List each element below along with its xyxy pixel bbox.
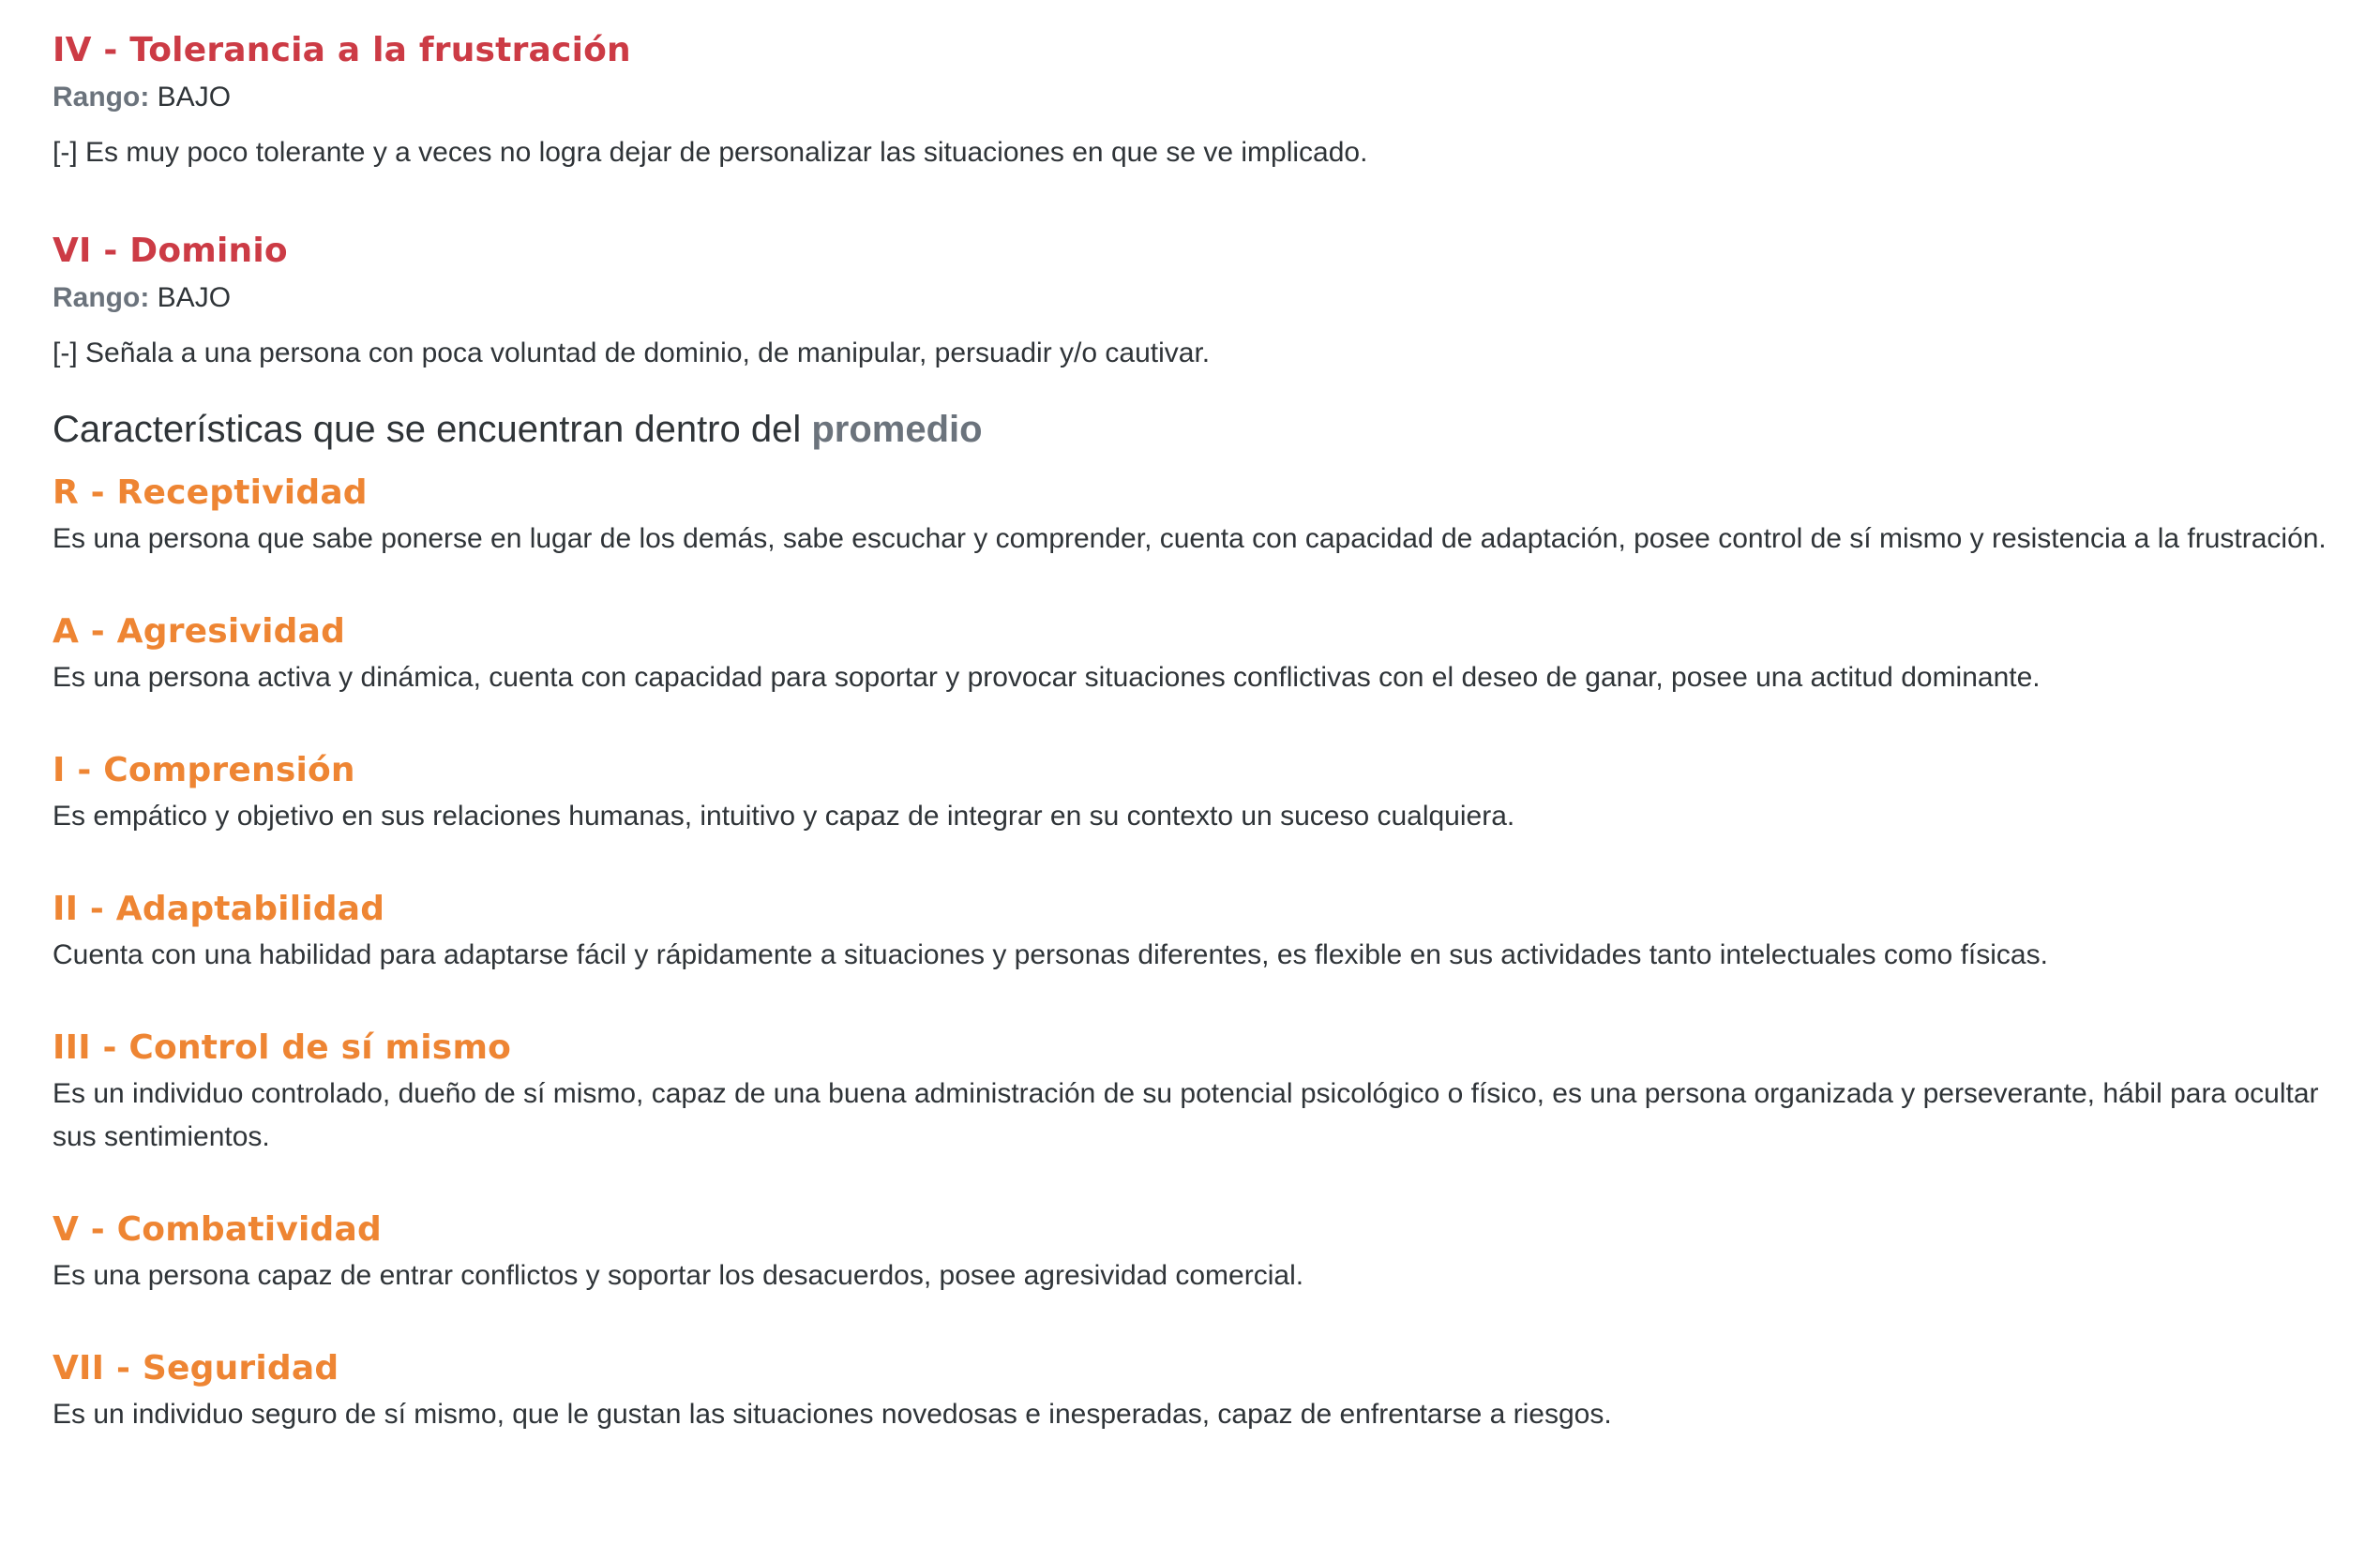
heading-prefix: Características que se encuentran dentro del [53, 409, 802, 450]
trait-description: Es empático y objetivo en sus relaciones humanas, intuitivo y capaz de integrar en su contexto un suceso cualquiera. [53, 801, 1515, 832]
trait-block-combatividad [53, 1206, 2327, 1298]
trait-description: Es una persona activa y dinámica, cuenta con capacidad para soportar y provocar situaciones conflictivas con el deseo de ganar, posee una actitud dominante. [53, 662, 2041, 693]
trait-title: R - Receptividad [53, 473, 368, 512]
range-label: Rango: [53, 82, 150, 112]
trait-description: [-] Señala a una persona con poca voluntad de dominio, de manipular, persuadir y/o cautivar. [53, 338, 1211, 368]
range-line [53, 276, 2327, 321]
trait-title: VI - Dominio [53, 232, 288, 270]
trait-block-tolerancia [53, 26, 2327, 174]
trait-block-control [53, 1024, 2327, 1159]
trait-title: IV - Tolerancia a la frustración [53, 31, 631, 69]
range-label: Rango: [53, 282, 150, 313]
trait-block-adaptabilidad [53, 885, 2327, 977]
average-section-heading [53, 403, 2327, 456]
trait-description: Es una persona capaz de entrar conflictos y soportar los desacuerdos, posee agresividad comercial. [53, 1260, 1304, 1291]
trait-title: A - Agresividad [53, 612, 346, 651]
range-value: BAJO [157, 282, 232, 313]
trait-block-receptividad [53, 469, 2327, 561]
range-value: BAJO [157, 82, 232, 112]
trait-block-agresividad [53, 608, 2327, 699]
trait-description: [-] Es muy poco tolerante y a veces no logra dejar de personalizar las situaciones en que se ve implicado. [53, 137, 1368, 168]
trait-block-seguridad [53, 1344, 2327, 1436]
trait-title: II - Adaptabilidad [53, 890, 385, 928]
trait-title: I - Comprensión [53, 751, 355, 789]
trait-title: V - Combatividad [53, 1210, 382, 1249]
trait-description: Es un individuo seguro de sí mismo, que le gustan las situaciones novedosas e inesperadas, capaz de enfrentarse a riesgos. [53, 1399, 1612, 1430]
trait-description: Cuenta con una habilidad para adaptarse fácil y rápidamente a situaciones y personas diferentes, es flexible en sus actividades tanto intelectuales como físicas. [53, 939, 2048, 970]
trait-description: Es un individuo controlado, dueño de sí mismo, capaz de una buena administración de su potencial psicológico o físico, es una persona organizada y perseverante, hábil para ocultar sus sentimientos. [53, 1078, 2319, 1152]
trait-block-dominio [53, 227, 2327, 375]
trait-title: III - Control de sí mismo [53, 1028, 512, 1067]
heading-emphasis: promedio [811, 409, 983, 450]
trait-block-comprension [53, 746, 2327, 838]
range-line [53, 75, 2327, 120]
trait-title: VII - Seguridad [53, 1349, 339, 1388]
trait-description: Es una persona que sabe ponerse en lugar de los demás, sabe escuchar y comprender, cuenta con capacidad de adaptación, posee control de sí mismo y resistencia a la frustración. [53, 523, 2327, 554]
